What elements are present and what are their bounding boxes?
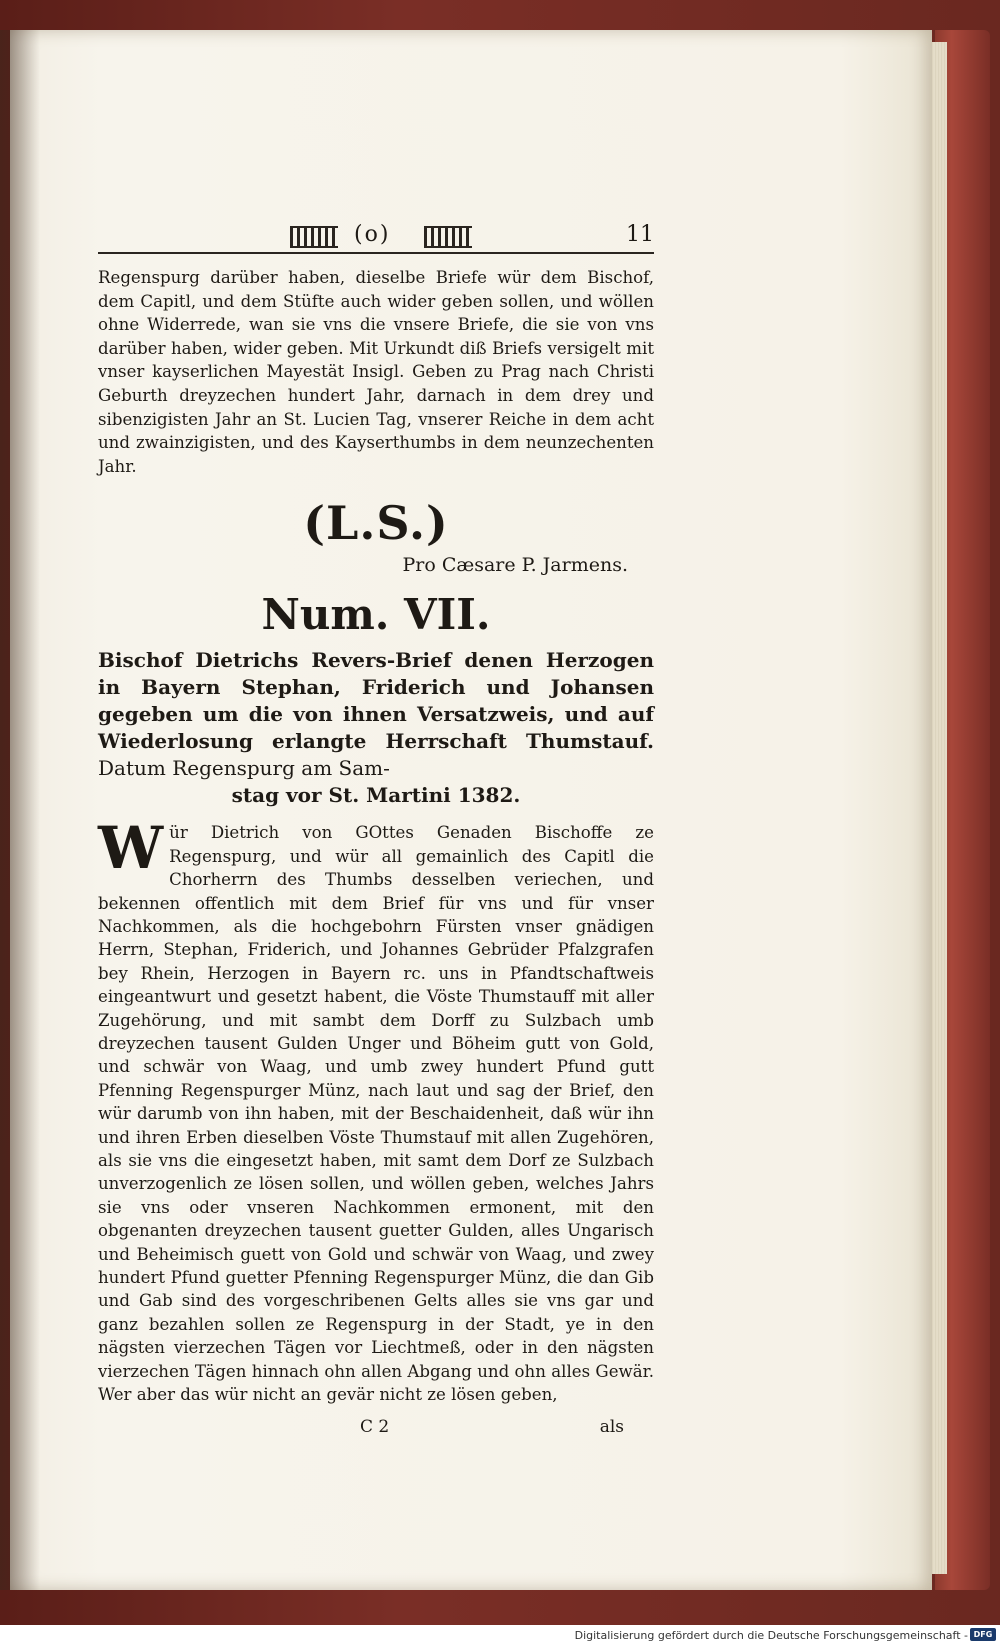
seal-mark: (L.S.) bbox=[303, 496, 449, 551]
banner-text: Digitalisierung gefördert durch die Deutsche Forschungsgemeinschaft - bbox=[574, 1629, 968, 1642]
folio-marker: (o) bbox=[354, 222, 391, 247]
digitization-banner bbox=[0, 1625, 1000, 1645]
body-rest: und für vnser Nachkommen, als die hochgebohrn Fürsten vnser gnädigen Herrn, Stephan, Friderich, und Johannes Gebrüder Pfalzgrafen bey Rhein, Herzogen in Bayern rc. uns in Pfandtschaftweis eingeantwurt und gesetzt habent, die Vöste Thumstauff mit aller Zugehörung, und mit sambt dem Dorff zu Sulzbach umb dreyzechen tausent Gulden Unger und Böheim gutt von Gold, und schwär von Waag, und umb zwey hundert Pfund gutt Pfenning Regenspurger Münz, nach laut und sag der Brief, den wür darumb von ihn haben, mit der Beschaidenheit, daß wür ihn und ihren Erben dieselben Vöste Thumstauf mit allen Zugehören, als sie vns die eingesetzt haben, mit samt dem Dorf ze Sulzbach unverzogenlich ze lösen sollen, und wöllen geben, welches Jahrs sie vns oder vnseren Nachkommen ermonent, mit den obgenanten dreyzechen tausent guetter Gulden, alles Ungarisch und Beheimisch guett von Gold und schwär von Waag, und zwey hundert Pfund guetter Pfenning Regenspurger Münz, die dan Gib und Gab sind des vorgeschribenen Gelts alles sie vns gar und ganz bezahlen sollen ze Regenspurg in der Stadt, ye in den nägsten vierzechen Tägen vor Liechtmeß, oder in den nägsten vierzechen Tägen hinnach ohn allen Abgang und ohn alles Gewär. Wer aber das wür nicht an gevär nicht ze lösen geben, bbox=[98, 893, 654, 1405]
drop-cap: W bbox=[98, 814, 164, 883]
document-body bbox=[98, 814, 654, 1406]
page-content bbox=[98, 222, 654, 1445]
document-heading bbox=[98, 647, 654, 782]
page-footer bbox=[98, 1417, 654, 1445]
catchword: als bbox=[599, 1416, 624, 1437]
heading-datum-last: stag vor St. Martini 1382. bbox=[231, 783, 521, 808]
body-first-lines: ür Dietrich von GOttes Genaden Bischoffe ze Regenspurg, und wür all gemainlich des Capitl die Chorherrn des Thumbs desselben veriechen, und bekennen offentlich mit dem Brief für vns bbox=[98, 823, 654, 913]
running-header bbox=[98, 222, 654, 254]
ornament-left-icon bbox=[290, 226, 338, 248]
signature-line: Pro Cæsare P. Jarmens. bbox=[402, 554, 628, 577]
continued-text: Regenspurg darüber haben, dieselbe Briefe wür dem Bischof, dem Capitl, und dem Stüfte auch wider geben sollen, und wöllen ohne Widerrede, wan sie vns die vnsere Briefe, die sie von vns darüber haben, wider geben. Mit Urkundt diß Briefs versigelt mit vnser kayserlichen Mayestät Insigl. Geben zu Prag nach Christi Geburth dreyzechen hundert Jahr, darnach in dem drey und sibenzigisten Jahr an St. Lucien Tag, vnserer Reiche in dem acht und zwainzigisten, und des Kayserthumbs in dem neunzechenten Jahr. bbox=[98, 268, 654, 476]
dfg-logo-icon: DFG bbox=[970, 1628, 996, 1641]
document-number: Num. VII. bbox=[261, 590, 491, 640]
signature-mark: C 2 bbox=[360, 1416, 390, 1437]
page-number: 11 bbox=[626, 222, 654, 247]
heading-main: Bischof Dietrichs Revers-Brief denen Herzogen in Bayern Stephan, Friderich und Johansen gegeben um die von ihnen Versatzweis, und auf Wiederlosung erlangte Herrschaft Thumstauf. bbox=[98, 648, 654, 754]
ornament-right-icon bbox=[424, 226, 472, 248]
gutter-shadow bbox=[0, 30, 40, 1590]
heading-datum: Datum Regenspurg am Sam- bbox=[98, 756, 390, 781]
